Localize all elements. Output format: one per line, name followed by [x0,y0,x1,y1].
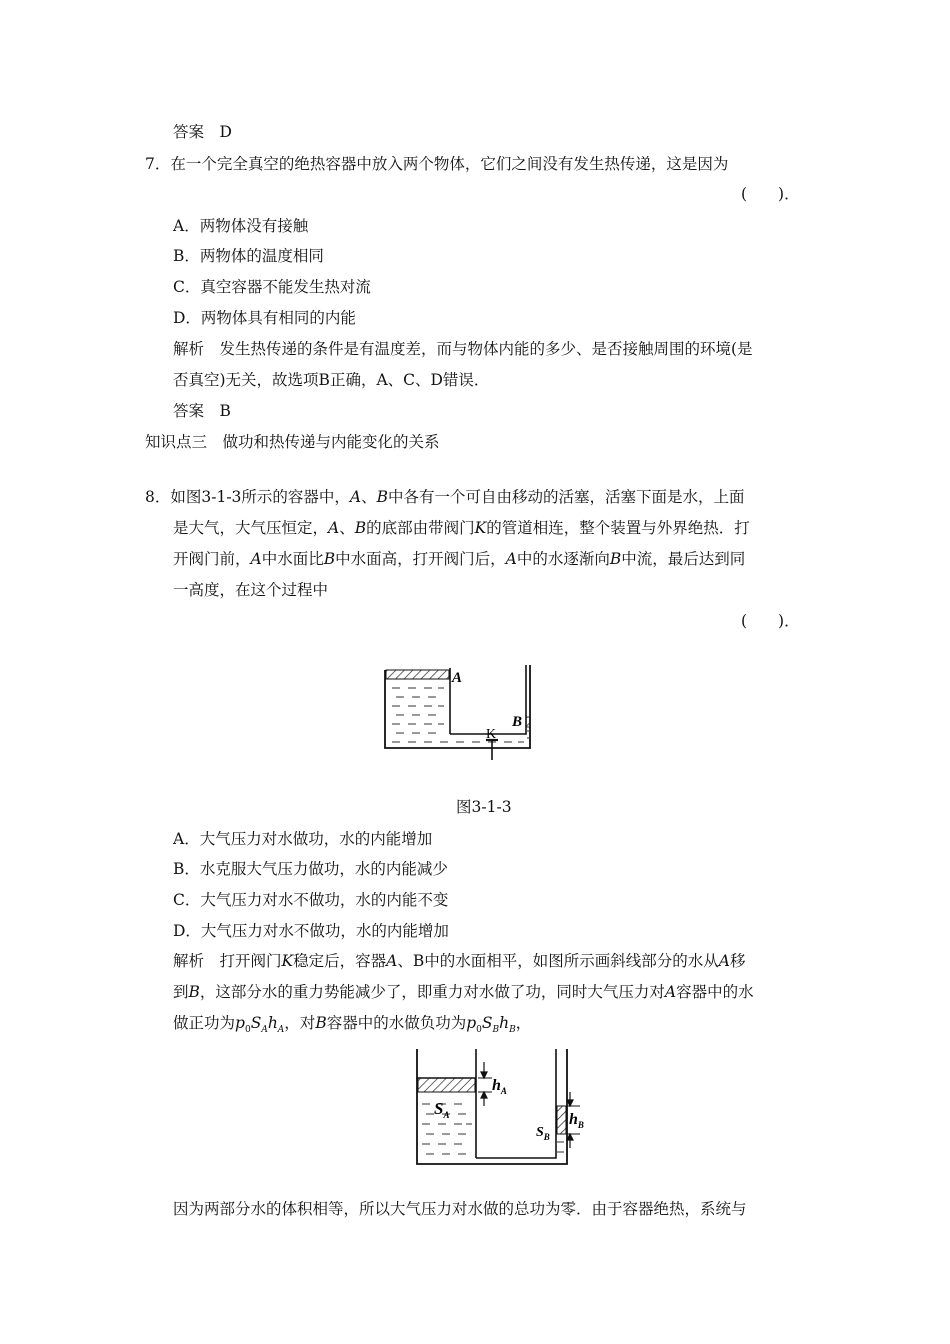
q8-analysis-line2: 到B，这部分水的重力势能减少了，即重力对水做了功，同时大气压力对A容器中的水 [173,983,754,1001]
q7-blank: ( )． [741,185,800,203]
q7-analysis-line1: 解析 发生热传递的条件是有温度差，而与物体内能的多少、是否接触周围的环境(是 [173,340,753,358]
q8-option-b: B．水克服大气压力做功，水的内能减少 [173,860,448,878]
answer-q6: 答案 D [173,123,232,141]
label-k: K [486,727,497,742]
q8-option-c: C．大气压力对水不做功，水的内能不变 [173,891,449,909]
q8-stem-line1: 8．如图3-1-3所示的容器中，A、B中各有一个可自由移动的活塞，活塞下面是水，上面 [145,488,745,506]
q7-option-b: B．两物体的温度相同 [173,247,324,265]
figure-caption: 图3-1-3 [456,798,512,816]
label-hb: $h_B$ [569,1111,584,1130]
label-a: A [452,670,463,686]
label-sa: $S_A$ [434,1099,450,1120]
q8-analysis-line3: 做正功为$p_0S_Ah_A$，对B容器中的水做负功为$p_0S_Bh_B$， [173,1014,532,1036]
q7-stem: 7．在一个完全真空的绝热容器中放入两个物体，它们之间没有发生热传递，这是因为 [145,155,729,173]
q8-stem-line2: 是大气，大气压恒定，A、B的底部由带阀门K的管道相连，整个装置与外界绝热．打 [173,519,750,537]
label-b: B [512,714,523,730]
label-ha: $h_A$ [492,1077,507,1096]
q8-stem-line4: 一高度，在这个过程中 [173,581,329,599]
figure-3-1-3 [380,660,540,770]
q7-option-a: A．两物体没有接触 [173,217,309,235]
q8-option-d: D．大气压力对水不做功，水的内能增加 [173,922,449,940]
q7-option-d: D．两物体具有相同的内能 [173,309,356,327]
q7-option-c: C．真空容器不能发生热对流 [173,278,371,296]
q8-stem-line3: 开阀门前，A中水面比B中水面高，打开阀门后，A中的水逐渐向B中流，最后达到同 [173,550,746,568]
q8-conclusion: 因为两部分水的体积相等，所以大气压力对水做的总功为零．由于容器绝热，系统与 [173,1200,747,1218]
q8-analysis-line1: 解析 打开阀门K稳定后，容器A、B中的水面相平，如图所示画斜线部分的水从A移 [173,952,746,970]
figure-analysis [412,1044,592,1170]
q7-analysis-line2: 否真空)无关，故选项B正确，A、C、D错误． [173,371,490,389]
section-title: 知识点三 做功和热传递与内能变化的关系 [145,433,440,451]
q8-blank: ( )． [741,612,800,630]
q8-option-a: A．大气压力对水做功，水的内能增加 [173,830,433,848]
label-sb: $S_B$ [536,1125,550,1142]
answer-q7: 答案 B [173,402,231,420]
